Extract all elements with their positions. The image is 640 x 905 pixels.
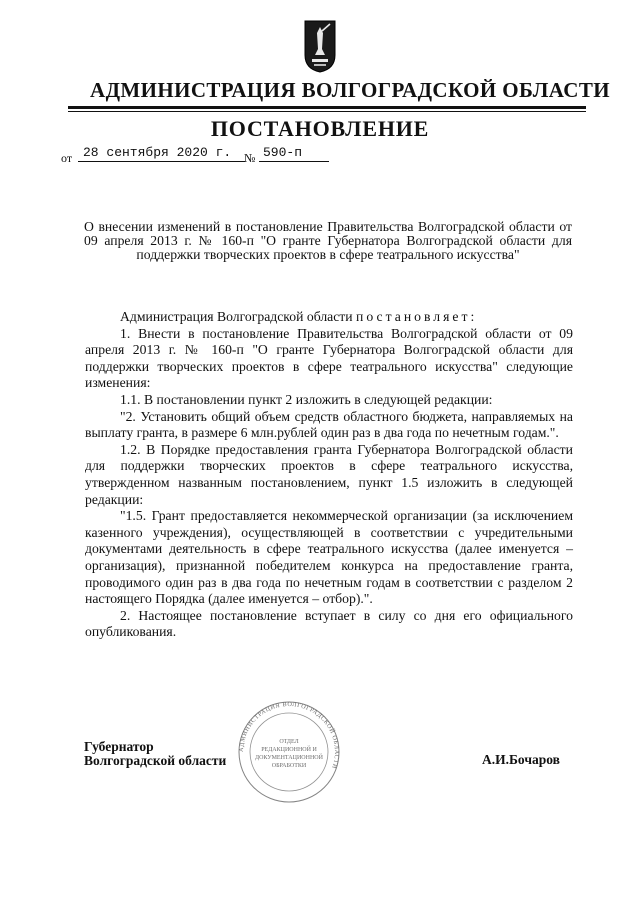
stamp-line-2: РЕДАКЦИОННОЙ И — [261, 747, 317, 753]
header-rule-thin — [68, 111, 586, 112]
signatory-title-line-2: Волгоградской области — [84, 753, 227, 768]
body-paragraph: 1.2. В Порядке предоставления гранта Губернатора Волгоградской области для поддержки творческих проектов в сфере театрального искусства, утвержденном названным постановлением, пункт 1.5 изложить в следующей редакции: — [85, 441, 573, 507]
document-type-title: ПОСТАНОВЛЕНИЕ — [210, 116, 430, 141]
document-subject: О внесении изменений в постановление Правительства Волгоградской области от 09 апреля 2013 г. № 160-п "О гранте Губернатора Волгоградской области для поддержки творческих проектов в сфере театрального искусства" — [84, 219, 572, 262]
document-date: 28 сентября 2020 г. — [78, 145, 245, 162]
number-prefix: № — [244, 151, 256, 165]
stamp-line-4: ОБРАБОТКИ — [271, 763, 307, 769]
document-number: 590-п — [259, 145, 329, 162]
official-stamp — [232, 700, 346, 804]
intro-keyword: постановляет: — [356, 309, 478, 324]
document-body — [85, 309, 573, 641]
signatory-title-line-1: Губернатор — [84, 739, 154, 754]
intro-lead: Администрация Волгоградской области — [120, 309, 357, 324]
body-paragraph: 1.1. В постановлении пункт 2 изложить в следующей редакции: — [120, 391, 493, 407]
header-rule-thick — [68, 106, 586, 109]
stamp-line-3: ДОКУМЕНТАЦИОННОЙ — [255, 755, 323, 761]
signatory-title — [84, 740, 226, 768]
date-prefix: от — [61, 151, 73, 165]
body-paragraph: "2. Установить общий объем средств областного бюджета, направляемых на выплату гранта, в размере 6 млн.рублей один раз в два года по нечетным годам.". — [85, 408, 573, 441]
organization-name: АДМИНИСТРАЦИЯ ВОЛГОГРАДСКОЙ ОБЛАСТИ — [90, 78, 610, 102]
stamp-line-1: ОТДЕЛ — [279, 739, 299, 745]
body-paragraph: 1. Внести в постановление Правительства Волгоградской области от 09 апреля 2013 г. № 160-п "О гранте Губернатора Волгоградской области для поддержки творческих проектов в сфере театрального искусства" следующие изменения: — [85, 325, 573, 391]
body-paragraph: "1.5. Грант предоставляется некоммерческой организации (за исключением казенного учреждения), осуществляющей в соответствии с учредительными документами деятельность в сфере театрального искусства (далее именуется – организация), признанной победителем конкурса на предоставление гранта, проводимого один раз в два года по нечетным годам в соответствии с разделом 2 настоящего Порядка (далее именуется – отбор).". — [85, 508, 573, 607]
coat-of-arms-icon — [303, 19, 337, 73]
stamp-outer-text: АДМИНИСТРАЦИЯ ВОЛГОГРАДСКОЙ ОБЛАСТИ — [237, 700, 341, 770]
intro-paragraph — [85, 309, 573, 326]
body-paragraph: 2. Настоящее постановление вступает в силу со дня его официального опубликования. — [85, 607, 573, 640]
signatory-name: А.И.Бочаров — [482, 752, 560, 767]
